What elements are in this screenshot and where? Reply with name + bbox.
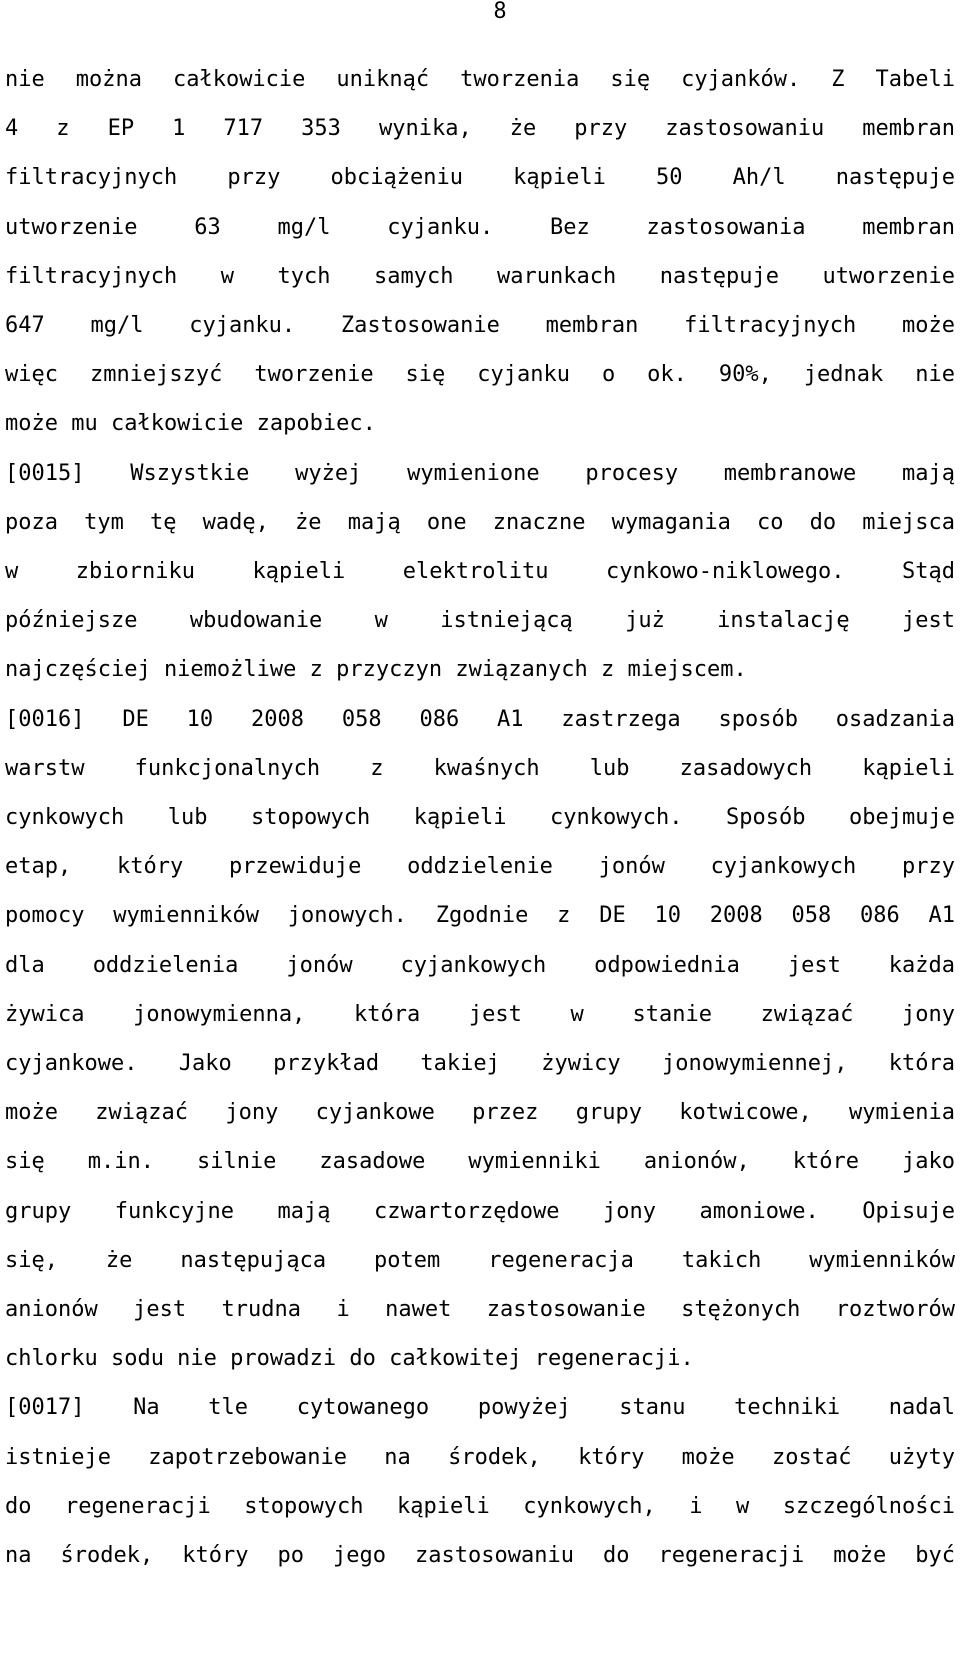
text-line: może mu całkowicie zapobiec. [5,411,376,437]
text-line: [0017] Na tle cytowanego powyżej stanu techniki nadal [5,1395,955,1421]
text-line: 4 z EP 1 717 353 wynika, że przy zastosowaniu membran [5,116,955,142]
text-line: [0016] DE 10 2008 058 086 A1 zastrzega sposób osadzania [5,706,955,732]
text-line: filtracyjnych przy obciążeniu kąpieli 50 Ah/l następuje [5,165,955,191]
text-line: warstw funkcjonalnych z kwaśnych lub zasadowych kąpieli [5,755,955,781]
text-line: się, że następująca potem regeneracja takich wymienników [5,1247,955,1273]
text-line: anionów jest trudna i nawet zastosowanie stężonych roztworów [5,1297,955,1322]
text-line: do regeneracji stopowych kąpieli cynkowych, i w szczególności [5,1493,955,1519]
text-line: w zbiorniku kąpieli elektrolitu cynkowo-niklowego. Stąd [5,559,955,584]
text-line: etap, który przewiduje oddzielenie jonów cyjankowych przy [5,854,955,880]
text-line: nie można całkowicie uniknąć tworzenia się cyjanków. Z Tabeli [5,67,955,92]
page-number: 8 [493,0,507,24]
text-line: cyjankowe. Jako przykład takiej żywicy jonowymiennej, która [5,1051,955,1076]
text-line: najczęściej niemożliwe z przyczyn związanych z miejscem. [5,657,747,683]
text-line: żywica jonowymienna, która jest w stanie związać jony [5,1001,955,1027]
text-line: może związać jony cyjankowe przez grupy kotwicowe, wymienia [5,1100,955,1126]
text-line: pomocy wymienników jonowych. Zgodnie z DE 10 2008 058 086 A1 [5,903,955,929]
text-line: grupy funkcyjne mają czwartorzędowe jony amoniowe. Opisuje [5,1198,955,1224]
text-line: się m.in. silnie zasadowe wymienniki anionów, które jako [5,1149,955,1175]
text-line: filtracyjnych w tych samych warunkach następuje utworzenie [5,263,955,289]
text-line: więc zmniejszyć tworzenie się cyjanku o ok. 90%, jednak nie [5,362,955,388]
text-line: późniejsze wbudowanie w istniejącą już instalację jest [5,608,955,634]
text-line: na środek, który po jego zastosowaniu do regeneracji może być [5,1543,955,1568]
text-line: chlorku sodu nie prowadzi do całkowitej regeneracji. [5,1346,694,1372]
text-line: utworzenie 63 mg/l cyjanku. Bez zastosowania membran [5,214,955,240]
text-line: [0015] Wszystkie wyżej wymienione procesy membranowe mają [5,460,955,486]
text-line: cynkowych lub stopowych kąpieli cynkowych. Sposób obejmuje [5,805,955,830]
text-line: istnieje zapotrzebowanie na środek, który może zostać użyty [5,1444,955,1470]
text-line: 647 mg/l cyjanku. Zastosowanie membran filtracyjnych może [5,313,955,338]
text-line: poza tym tę wadę, że mają one znaczne wymagania co do miejsca [5,509,955,535]
text-line: dla oddzielenia jonów cyjankowych odpowiednia jest każda [5,952,955,978]
